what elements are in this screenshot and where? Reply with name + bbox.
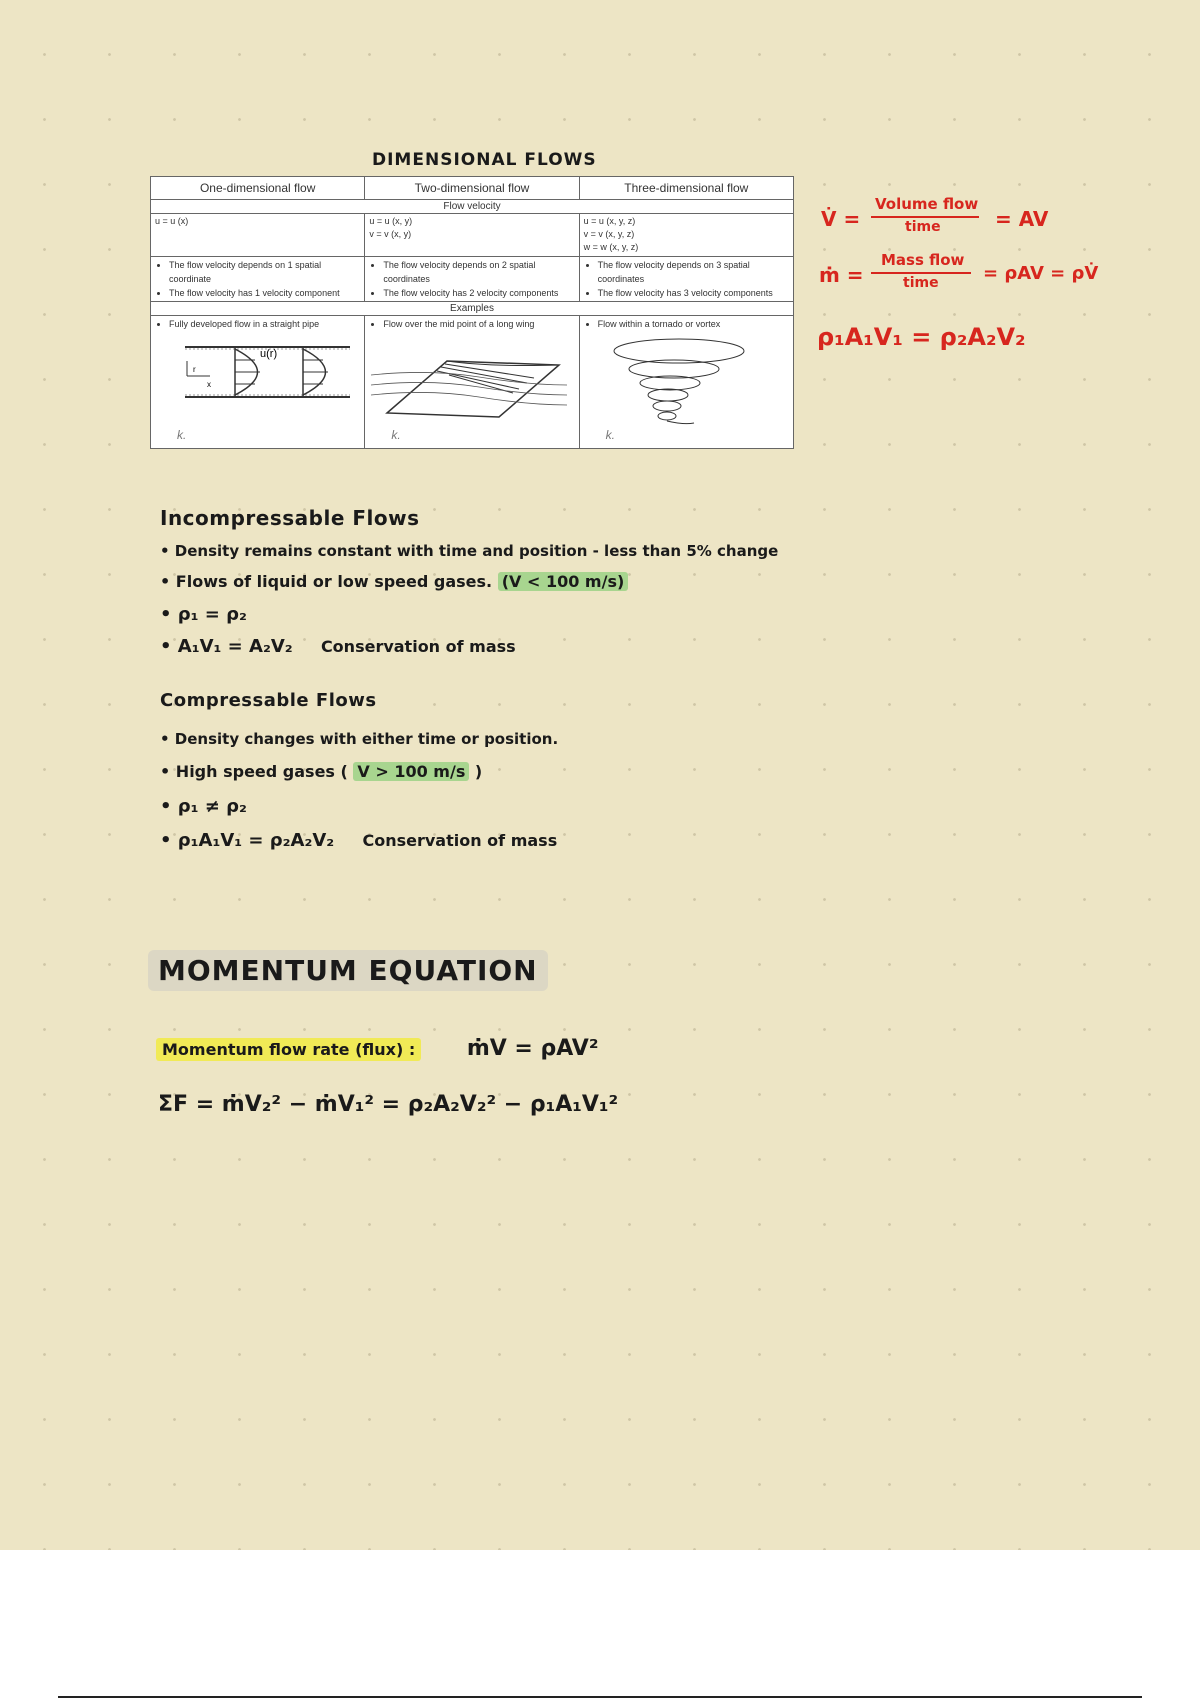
speed-highlight: (V < 100 m/s): [498, 572, 629, 591]
mdot-denominator: time: [903, 275, 939, 291]
momentum-flux-line: [156, 1036, 598, 1061]
signature-mark: k.: [391, 428, 401, 442]
mass-note: Conservation of mass: [362, 831, 558, 850]
header-2d: Two-dimensional flow: [365, 177, 579, 200]
description-item: • The flow velocity depends on 3 spatial coordinates: [598, 258, 789, 286]
incompressible-bullet-4: [160, 636, 516, 657]
signature-mark: k.: [605, 428, 615, 442]
dimensional-flows-table: [150, 176, 794, 449]
vdot-lhs: V̇ =: [821, 207, 861, 231]
example-text: • Flow within a tornado or vortex: [598, 317, 789, 331]
pipe-flow-diagram: [155, 331, 355, 431]
eq-u: u = u (x): [155, 216, 189, 226]
signature-mark: k.: [177, 428, 187, 442]
mass-equation: • ρ₁A₁V₁ = ρ₂A₂V₂: [160, 830, 335, 851]
description-item: • The flow velocity has 1 velocity component: [169, 286, 360, 300]
speed-highlight: V > 100 m/s: [353, 762, 469, 781]
radius-label: r: [193, 365, 196, 374]
vdot-numerator: Volume flow: [875, 195, 979, 213]
example-2d: [365, 316, 579, 449]
flow-rate-formulas: [815, 195, 1145, 365]
section-title: DIMENSIONAL FLOWS: [372, 150, 597, 170]
compressible-bullet-2: [160, 762, 482, 781]
mass-note: Conservation of mass: [320, 637, 516, 656]
compressible-heading: Compressable Flows: [160, 690, 377, 711]
mdot-lhs: ṁ =: [819, 263, 864, 287]
example-text: • Flow over the mid point of a long wing: [383, 317, 574, 331]
page-divider: [58, 1696, 1142, 1698]
vdot-denominator: time: [905, 219, 941, 235]
velocity-profile-label: u(r): [260, 348, 278, 360]
description-2d: [365, 257, 579, 302]
eq-v: v = v (x, y, z): [583, 229, 635, 239]
momentum-flux-equation: ṁV = ρAV²: [466, 1036, 599, 1061]
mass-equation: • A₁V₁ = A₂V₂: [160, 636, 293, 657]
incompressible-heading: Incompressable Flows: [160, 506, 420, 530]
description-item: • The flow velocity has 3 velocity components: [598, 286, 789, 300]
compressible-bullet-4: [160, 830, 557, 851]
momentum-sum-equation: ΣF = ṁV₂² − ṁV₁² = ρ₂A₂V₂² − ρ₁A₁V₁²: [158, 1092, 619, 1117]
compressible-bullet-3: • ρ₁ ≠ ρ₂: [160, 796, 247, 817]
eq-v: v = v (x, y): [369, 229, 412, 239]
axis-label: x: [207, 380, 211, 389]
incompressible-bullet-1: • Density remains constant with time and position - less than 5% change: [160, 542, 779, 560]
examples-label: Examples: [151, 302, 794, 316]
example-1d: [151, 316, 365, 449]
wing-flow-diagram: [369, 331, 569, 431]
momentum-title: MOMENTUM EQUATION: [148, 950, 548, 991]
mdot-numerator: Mass flow: [881, 251, 965, 269]
velocity-eq-1d: [151, 214, 365, 257]
continuity-equation: ρ₁A₁V₁ = ρ₂A₂V₂: [817, 323, 1026, 351]
bullet-text: • High speed gases (: [160, 762, 348, 781]
header-3d: Three-dimensional flow: [579, 177, 793, 200]
flow-velocity-label: Flow velocity: [151, 200, 794, 214]
bullet-text: • Flows of liquid or low speed gases.: [160, 572, 493, 591]
incompressible-bullet-3: • ρ₁ = ρ₂: [160, 604, 247, 625]
momentum-flux-label: Momentum flow rate (flux) :: [156, 1038, 421, 1061]
vdot-rhs: = AV: [995, 207, 1049, 231]
example-text: • Fully developed flow in a straight pipe: [169, 317, 360, 331]
description-3d: [579, 257, 793, 302]
compressible-bullet-1: • Density changes with either time or position.: [160, 730, 559, 748]
mdot-rhs: = ρAV = ρV̇: [983, 263, 1099, 284]
bullet-text: ): [474, 762, 483, 781]
incompressible-bullet-2: [160, 572, 628, 591]
fraction-bar: [871, 216, 979, 218]
description-item: • The flow velocity depends on 1 spatial coordinate: [169, 258, 360, 286]
vortex-diagram: [584, 331, 784, 431]
eq-u: u = u (x, y): [369, 216, 413, 226]
velocity-eq-2d: [365, 214, 579, 257]
description-1d: [151, 257, 365, 302]
description-item: • The flow velocity depends on 2 spatial coordinates: [383, 258, 574, 286]
velocity-eq-3d: [579, 214, 793, 257]
header-1d: One-dimensional flow: [151, 177, 365, 200]
fraction-bar: [871, 272, 971, 274]
description-item: • The flow velocity has 2 velocity components: [383, 286, 574, 300]
eq-w: w = w (x, y, z): [583, 242, 639, 252]
example-3d: [579, 316, 793, 449]
eq-u: u = u (x, y, z): [583, 216, 636, 226]
